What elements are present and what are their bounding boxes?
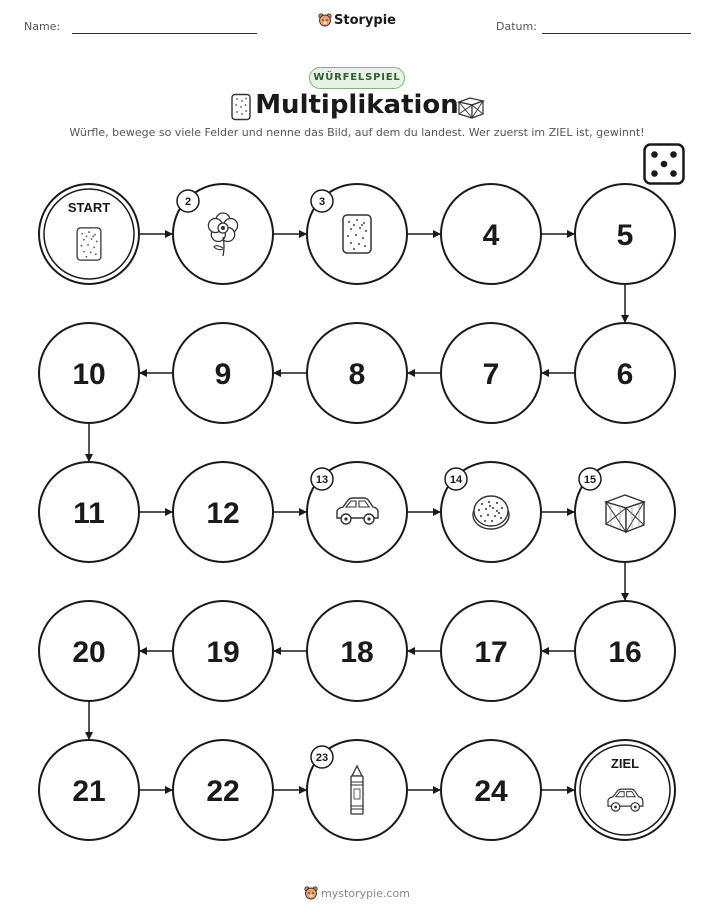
board-cell-11 [39, 462, 139, 562]
cell-number: 14 [449, 474, 463, 486]
cell-number: 7 [482, 358, 500, 391]
board-cell-4 [441, 184, 541, 284]
board-cell-19 [173, 601, 273, 701]
board-cell-5 [575, 184, 675, 284]
date-label: Datum: [496, 20, 537, 33]
cell-number: 20 [72, 636, 106, 669]
cell-number: 17 [474, 636, 508, 669]
board-cell-9 [173, 323, 273, 423]
board-cell-21 [39, 740, 139, 840]
board-cell-17 [441, 601, 541, 701]
brand-name: Storypie [334, 13, 396, 28]
bear-icon [304, 886, 318, 900]
cell-number: 19 [206, 636, 240, 669]
start-label: START [67, 200, 111, 215]
cell-number: 9 [214, 358, 232, 391]
cell-number: 23 [315, 752, 329, 764]
cell-number: 8 [348, 358, 366, 391]
board-cell-20 [39, 601, 139, 701]
board-cell-22 [173, 740, 273, 840]
board-cell-18 [307, 601, 407, 701]
footer-url: mystorypie.com [321, 887, 410, 900]
cell-number: 3 [318, 196, 326, 208]
cell-number: 16 [608, 636, 642, 669]
cell-number: 15 [583, 474, 597, 486]
board-cell-12 [173, 462, 273, 562]
name-label: Name: [24, 20, 61, 33]
cell-number: 10 [72, 358, 106, 391]
cell-number: 6 [616, 358, 634, 391]
board-cell-24 [441, 740, 541, 840]
board-cell-8 [307, 323, 407, 423]
cell-number: 24 [474, 775, 508, 808]
instructions: Würfle, bewege so viele Felder und nenne das Bild, auf dem du landest. Wer zuerst im ZIEL ist, gewinnt! [69, 126, 645, 139]
cell-number: 18 [340, 636, 374, 669]
board-cell-6 [575, 323, 675, 423]
cell-number: 22 [206, 775, 240, 808]
cookie-icon [473, 496, 509, 529]
cell-number: 11 [73, 497, 105, 530]
cell-number: 4 [482, 219, 500, 252]
board-cell-10 [39, 323, 139, 423]
board-cell-16 [575, 601, 675, 701]
cell-number: 21 [72, 775, 106, 808]
board-cell-7 [441, 323, 541, 423]
game-type-badge: WÜRFELSPIEL [309, 67, 405, 89]
goal-label: ZIEL [610, 756, 640, 771]
sponge-icon [77, 228, 101, 260]
footer [0, 886, 714, 900]
sponge-icon [343, 215, 371, 253]
crayon-icon [351, 766, 363, 814]
cell-number: 5 [616, 219, 634, 252]
cell-number: 12 [206, 497, 240, 530]
page-title: Multiplikation [255, 90, 459, 120]
cell-number: 13 [315, 474, 329, 486]
crate-icon [606, 495, 644, 532]
cell-number: 2 [184, 196, 192, 208]
